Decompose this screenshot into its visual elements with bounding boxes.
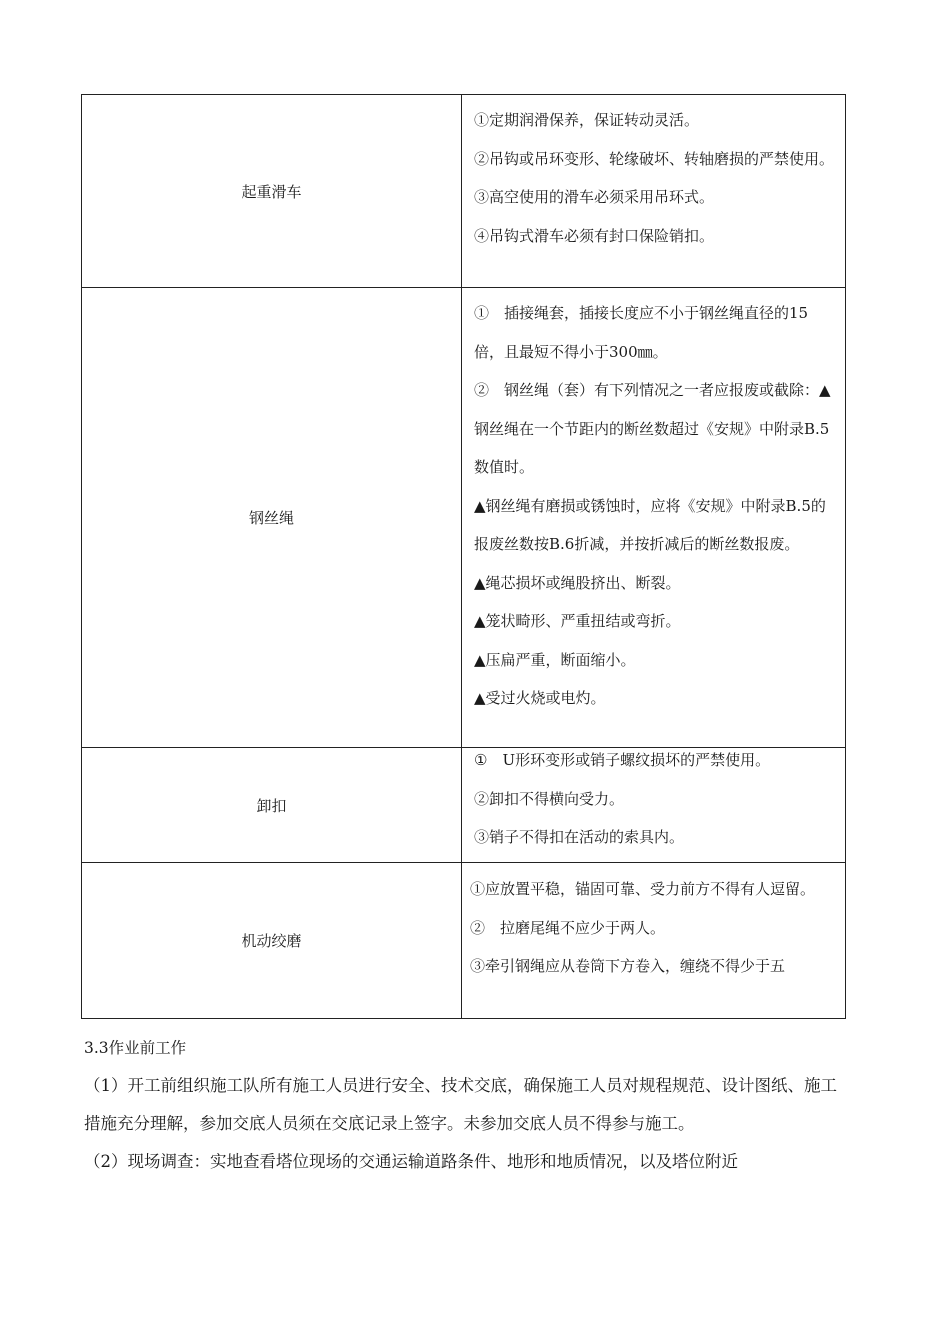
equipment-name: 起重滑车 bbox=[82, 95, 462, 288]
requirement-item: ②吊钩或吊环变形、轮缘破坏、转轴磨损的严禁使用。 bbox=[474, 149, 835, 168]
requirement-item: ①应放置平稳，锚固可靠、受力前方不得有人逗留。 bbox=[470, 880, 816, 898]
requirement-item: ▲绳芯损坏或绳股挤出、断裂。 bbox=[474, 573, 681, 592]
requirement-item: ① 插接绳套，插接长度应不小于钢丝绳直径的15倍，且最短不得小于300㎜。 bbox=[474, 304, 809, 361]
section-body bbox=[84, 1029, 846, 1181]
requirement-item: ③牵引钢绳应从卷筒下方卷入，缠绕不得少于五 bbox=[470, 957, 786, 975]
requirement-item: ①定期润滑保养，保证转动灵活。 bbox=[474, 111, 700, 129]
requirement-item: ▲压扁严重，断面缩小。 bbox=[474, 650, 636, 669]
rigging-requirements-table bbox=[81, 94, 846, 1019]
requirement-item: ② 钢丝绳（套）有下列情况之一者应报废或截除：▲钢丝绳在一个节距内的断丝数超过《安规》中附录B.5数值时。 bbox=[474, 381, 831, 476]
requirement-item: ③高空使用的滑车必须采用吊环式。 bbox=[474, 188, 715, 206]
requirement-item: ▲钢丝绳有磨损或锈蚀时，应将《安规》中附录B.5的报废丝数按B.6折减，并按折减后的断丝数报废。 bbox=[474, 496, 826, 553]
table-row bbox=[82, 288, 846, 748]
table-row bbox=[82, 748, 846, 863]
requirements-cell bbox=[462, 95, 846, 288]
requirement-item: ① U形环变形或销子螺纹损坏的严禁使用。 bbox=[474, 751, 771, 769]
requirement-item: ② 拉磨尾绳不应少于两人。 bbox=[470, 918, 666, 937]
requirements-cell bbox=[462, 863, 846, 1019]
equipment-name: 机动绞磨 bbox=[82, 863, 462, 1019]
body-paragraph: （2）现场调查：实地查看塔位现场的交通运输道路条件、地形和地质情况，以及塔位附近 bbox=[84, 1152, 738, 1171]
body-paragraph: （1）开工前组织施工队所有施工人员进行安全、技术交底，确保施工人员对规程规范、设计图纸、施工措施充分理解，参加交底人员须在交底记录上签字。未参加交底人员不得参与施工。 bbox=[84, 1076, 837, 1133]
requirement-item: ③销子不得扣在活动的索具内。 bbox=[474, 828, 685, 846]
table-row bbox=[82, 95, 846, 288]
requirement-item: ②卸扣不得横向受力。 bbox=[474, 789, 625, 808]
requirement-item: ▲笼状畸形、严重扭结或弯折。 bbox=[474, 612, 681, 630]
requirements-cell bbox=[462, 288, 846, 748]
equipment-name: 钢丝绳 bbox=[82, 288, 462, 748]
equipment-name: 卸扣 bbox=[82, 748, 462, 863]
table-row bbox=[82, 863, 846, 1019]
requirement-item: ④吊钩式滑车必须有封口保险销扣。 bbox=[474, 226, 715, 245]
requirement-item: ▲受过火烧或电灼。 bbox=[474, 689, 606, 707]
section-heading: 3.3作业前工作 bbox=[84, 1039, 187, 1057]
requirements-cell bbox=[462, 748, 846, 863]
